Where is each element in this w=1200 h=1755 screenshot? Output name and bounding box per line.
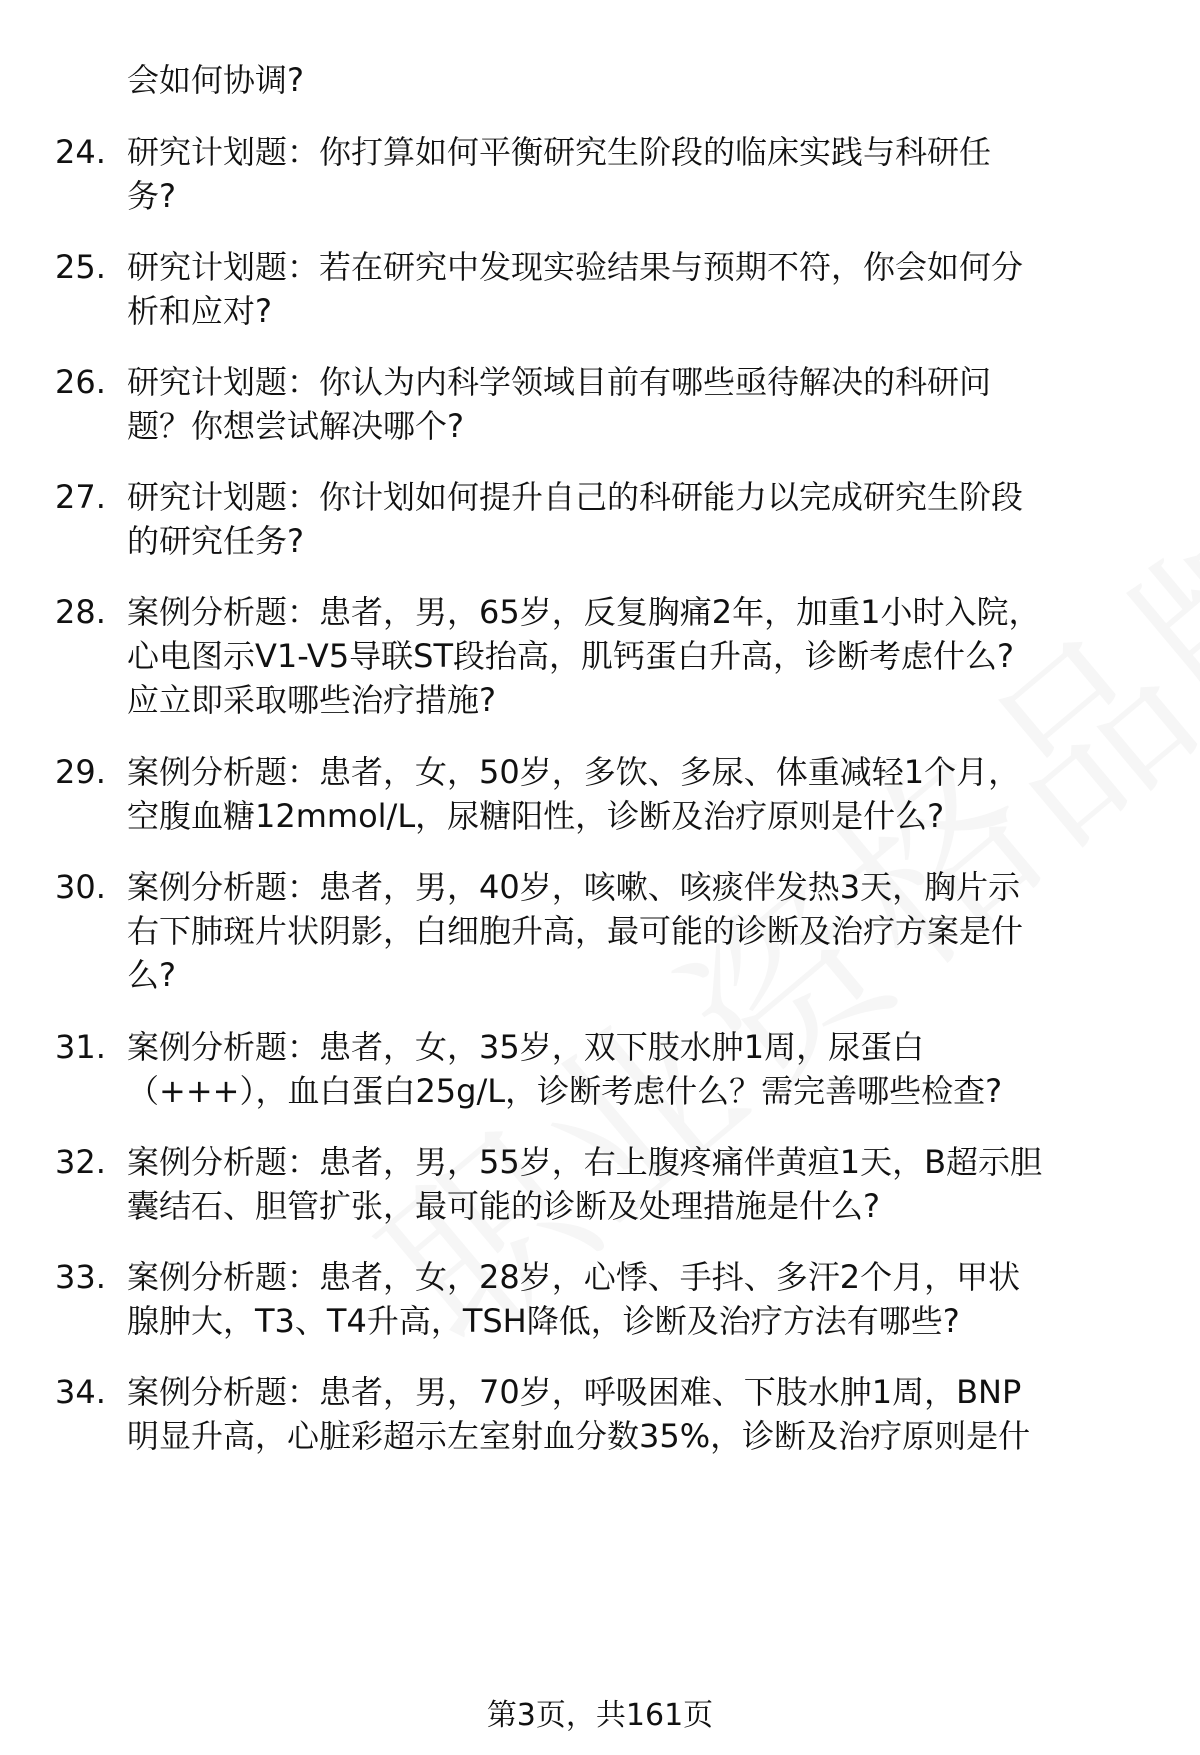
question-text-line: 应立即采取哪些治疗措施? bbox=[127, 681, 496, 719]
question-text-line: 右下肺斑片状阴影，白细胞升高，最可能的诊断及治疗方案是什 bbox=[127, 912, 1024, 950]
continuation-line: 会如何协调? bbox=[127, 61, 304, 99]
question-number: 26. bbox=[55, 363, 106, 401]
question-number: 25. bbox=[55, 248, 106, 286]
question-text-line: 案例分析题：患者，女，50岁，多饮、多尿、体重减轻1个月， bbox=[127, 753, 1021, 791]
question-number: 30. bbox=[55, 868, 106, 906]
question-number: 29. bbox=[55, 753, 106, 791]
question-text-line: 空腹血糖12mmol/L，尿糖阳性，诊断及治疗原则是什么? bbox=[127, 797, 945, 835]
question-text-line: 案例分析题：患者，女，28岁，心悸、手抖、多汗2个月，甲状 bbox=[127, 1258, 1021, 1296]
question-text-line: 囊结石、胆管扩张，最可能的诊断及处理措施是什么? bbox=[127, 1187, 880, 1225]
question-text-line: 么? bbox=[127, 956, 176, 994]
question-text-line: 务? bbox=[127, 177, 176, 215]
question-number: 27. bbox=[55, 478, 106, 516]
question-text-line: 案例分析题：患者，男，70岁，呼吸困难、下肢水肿1周，BNP bbox=[127, 1373, 1022, 1411]
question-text-line: 案例分析题：患者，男，65岁，反复胸痛2年，加重1小时入院， bbox=[127, 593, 1041, 631]
question-text-line: 的研究任务? bbox=[127, 522, 304, 560]
question-text-line: 案例分析题：患者，男，40岁，咳嗽、咳痰伴发热3天，胸片示 bbox=[127, 868, 1021, 906]
page-footer: 第3页，共161页 bbox=[486, 1698, 714, 1733]
question-number: 31. bbox=[55, 1028, 106, 1066]
question-text-line: 析和应对? bbox=[127, 292, 272, 330]
question-text-line: 题？你想尝试解决哪个? bbox=[127, 407, 464, 445]
question-text-line: 案例分析题：患者，男，55岁，右上腹疼痛伴黄疸1天，B超示胆 bbox=[127, 1143, 1043, 1181]
question-text-line: 心电图示V1-V5导联ST段抬高，肌钙蛋白升高，诊断考虑什么? bbox=[127, 637, 1015, 675]
question-number: 32. bbox=[55, 1143, 106, 1181]
question-number: 28. bbox=[55, 593, 106, 631]
question-text-line: 明显升高，心脏彩超示左室射血分数35%，诊断及治疗原则是什 bbox=[127, 1417, 1031, 1455]
question-text-line: 研究计划题：你打算如何平衡研究生阶段的临床实践与科研任 bbox=[127, 133, 992, 171]
question-text-line: 研究计划题：你认为内科学领域目前有哪些亟待解决的科研问 bbox=[127, 363, 992, 401]
question-text-line: 案例分析题：患者，女，35岁，双下肢水肿1周，尿蛋白 bbox=[127, 1028, 925, 1066]
question-text-line: 研究计划题：你计划如何提升自己的科研能力以完成研究生阶段 bbox=[127, 478, 1024, 516]
question-number: 34. bbox=[55, 1373, 106, 1411]
question-number: 24. bbox=[55, 133, 106, 171]
question-text-line: 腺肿大，T3、T4升高，TSH降低，诊断及治疗方法有哪些? bbox=[127, 1302, 960, 1340]
question-text-line: （+++），血白蛋白25g/L，诊断考虑什么？需完善哪些检查? bbox=[127, 1072, 1003, 1110]
question-number: 33. bbox=[55, 1258, 106, 1296]
question-text-line: 研究计划题：若在研究中发现实验结果与预期不符，你会如何分 bbox=[127, 248, 1024, 286]
